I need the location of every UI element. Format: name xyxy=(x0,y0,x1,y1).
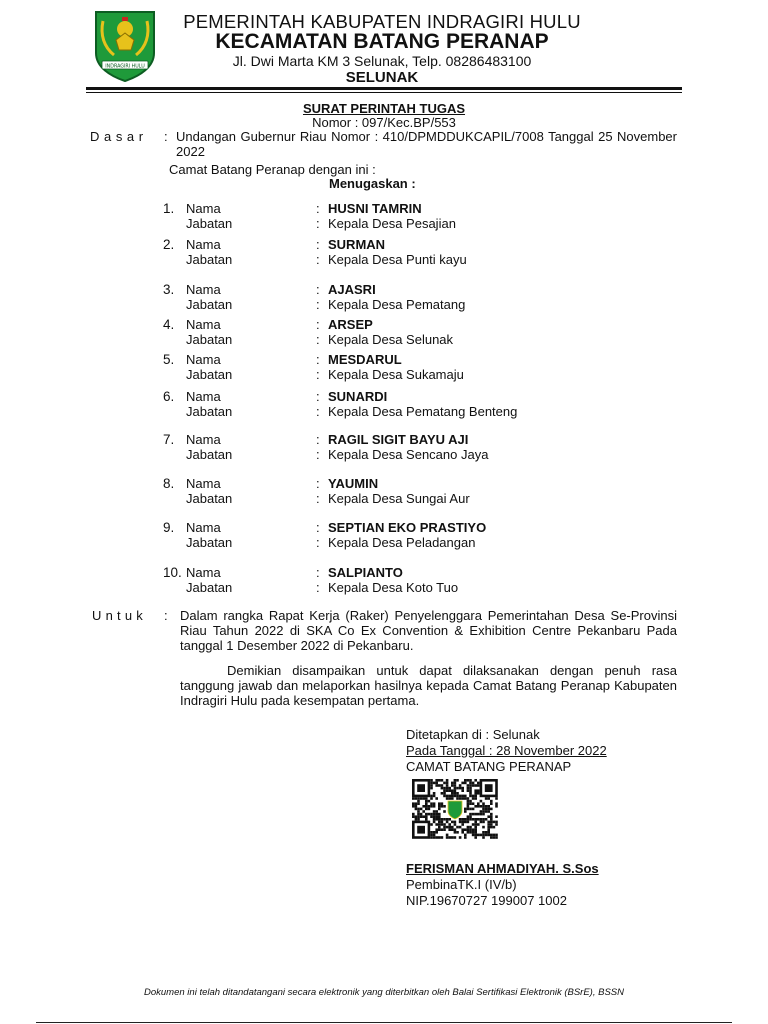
qr-code-icon xyxy=(412,779,498,841)
dasar-text: Undangan Gubernur Riau Nomor : 410/DPMDDUKCAPIL/7008 Tanggal 25 November 2022 xyxy=(176,129,677,159)
menugaskan-heading: Menugaskan : xyxy=(329,176,416,191)
assignee-nama-colon: : xyxy=(316,317,320,332)
letterhead-town: SELUNAK xyxy=(345,69,419,86)
assignee-jabatan-label: Jabatan xyxy=(186,404,233,419)
assignee-name: HUSNI TAMRIN xyxy=(328,201,422,216)
assignee-position: Kepala Desa Koto Tuo xyxy=(328,580,459,595)
assignee-jabatan-colon: : xyxy=(316,404,320,419)
assignee-nama-colon: : xyxy=(316,201,320,216)
assignee-nama-colon: : xyxy=(316,520,320,535)
assignee-jabatan-label: Jabatan xyxy=(186,367,233,382)
intro-line: Camat Batang Peranap dengan ini : xyxy=(169,162,376,177)
assignee-name: MESDARUL xyxy=(328,352,402,367)
assignee-nama-label: Nama xyxy=(186,520,221,535)
assignee-nama-colon: : xyxy=(316,237,320,252)
assignee-nama-label: Nama xyxy=(186,476,221,491)
signature-date: Pada Tanggal : 28 November 2022 xyxy=(406,743,607,758)
assignee-jabatan-label: Jabatan xyxy=(186,580,233,595)
signatory-name: FERISMAN AHMADIYAH. S.Sos xyxy=(406,861,599,876)
assignee-position: Kepala Desa Pesajian xyxy=(328,216,456,231)
signature-position: CAMAT BATANG PERANAP xyxy=(406,759,572,774)
regency-logo xyxy=(92,9,158,83)
assignee-position: Kepala Desa Punti kayu xyxy=(328,252,467,267)
letterhead-district: KECAMATAN BATANG PERANAP xyxy=(215,30,549,53)
assignee-position: Kepala Desa Selunak xyxy=(328,332,454,347)
assignee-nama-colon: : xyxy=(316,565,320,580)
letterhead-rule-thin xyxy=(86,92,682,93)
assignee-jabatan-label: Jabatan xyxy=(186,332,233,347)
assignee-position: Kepala Desa Sungai Aur xyxy=(328,491,470,506)
assignee-jabatan-colon: : xyxy=(316,216,320,231)
assignee-number: 10. xyxy=(163,565,182,580)
assignee-number: 4. xyxy=(163,317,175,332)
untuk-colon: : xyxy=(164,608,168,623)
untuk-label: Untuk xyxy=(92,608,147,623)
assignee-jabatan-label: Jabatan xyxy=(186,491,233,506)
assignee-jabatan-label: Jabatan xyxy=(186,447,233,462)
assignee-nama-label: Nama xyxy=(186,201,221,216)
assignee-name: YAUMIN xyxy=(328,476,379,491)
letterhead-government: PEMERINTAH KABUPATEN INDRAGIRI HULU xyxy=(183,11,581,32)
assignee-number: 5. xyxy=(163,352,175,367)
assignee-jabatan-colon: : xyxy=(316,447,320,462)
document-title xyxy=(86,101,682,116)
assignee-jabatan-label: Jabatan xyxy=(186,535,233,550)
assignee-nama-label: Nama xyxy=(186,237,221,252)
letterhead-address: Jl. Dwi Marta KM 3 Selunak, Telp. 08286483100 xyxy=(232,53,532,69)
assignee-name: SEPTIAN EKO PRASTIYO xyxy=(328,520,487,535)
assignee-name: SUNARDI xyxy=(328,389,388,404)
assignee-number: 6. xyxy=(163,389,175,404)
assignee-name: ARSEP xyxy=(328,317,373,332)
assignee-position: Kepala Desa Peladangan xyxy=(328,535,476,550)
assignee-nama-colon: : xyxy=(316,282,320,297)
assignee-jabatan-colon: : xyxy=(316,297,320,312)
assignee-position: Kepala Desa Pematang xyxy=(328,297,466,312)
signatory-nip: NIP.19670727 199007 1002 xyxy=(406,893,567,908)
assignee-jabatan-colon: : xyxy=(316,580,320,595)
assignee-number: 2. xyxy=(163,237,175,252)
untuk-text: Dalam rangka Rapat Kerja (Raker) Penyelenggara Pemerintahan Desa Se-Provinsi Riau Tahun 2022 di SKA Co Ex Convention & Exhibition Centre Pekanbaru Pada tanggal 1 Desember 2022 di Pekanbaru. xyxy=(180,608,677,653)
closing-paragraph: Demikian disampaikan untuk dapat dilaksanakan dengan penuh rasa tanggung jawab dan melaporkan hasilnya kepada Camat Batang Peranap Kabupaten Indragiri Hulu pada kesempatan pertama. xyxy=(180,663,677,708)
assignee-nama-colon: : xyxy=(316,352,320,367)
dasar-colon: : xyxy=(164,129,168,144)
assignee-jabatan-colon: : xyxy=(316,535,320,550)
assignee-name: AJASRI xyxy=(328,282,376,297)
document-title-text: SURAT PERINTAH TUGAS xyxy=(302,101,466,116)
assignee-position: Kepala Desa Pematang Benteng xyxy=(328,404,518,419)
assignee-name: SALPIANTO xyxy=(328,565,403,580)
assignee-nama-colon: : xyxy=(316,432,320,447)
assignee-name: RAGIL SIGIT BAYU AJI xyxy=(328,432,469,447)
assignee-nama-label: Nama xyxy=(186,317,221,332)
esign-footer-note: Dokumen ini telah ditandatangani secara elektronik yang diterbitkan oleh Balai Sertifikasi Elektronik (BSrE), BSSN xyxy=(144,987,624,998)
assignee-jabatan-label: Jabatan xyxy=(186,297,233,312)
assignee-nama-colon: : xyxy=(316,389,320,404)
assignee-nama-label: Nama xyxy=(186,565,221,580)
footer-rule xyxy=(36,1022,732,1023)
assignee-jabatan-colon: : xyxy=(316,252,320,267)
assignee-nama-colon: : xyxy=(316,476,320,491)
assignee-nama-label: Nama xyxy=(186,389,221,404)
assignee-position: Kepala Desa Sukamaju xyxy=(328,367,464,382)
assignee-number: 9. xyxy=(163,520,175,535)
signature-place: Ditetapkan di : Selunak xyxy=(406,727,540,742)
assignee-name: SURMAN xyxy=(328,237,386,252)
assignee-jabatan-label: Jabatan xyxy=(186,216,233,231)
assignee-nama-label: Nama xyxy=(186,282,221,297)
letterhead-rule-thick xyxy=(86,87,682,90)
dasar-label: Dasar xyxy=(90,129,148,144)
assignee-jabatan-label: Jabatan xyxy=(186,252,233,267)
assignee-jabatan-colon: : xyxy=(316,491,320,506)
assignee-number: 7. xyxy=(163,432,175,447)
signatory-rank: PembinaTK.I (IV/b) xyxy=(406,877,517,892)
assignee-nama-label: Nama xyxy=(186,352,221,367)
assignee-nama-label: Nama xyxy=(186,432,221,447)
logo-banner-text: INDRAGIRI HULU xyxy=(105,64,145,70)
assignee-number: 8. xyxy=(163,476,175,491)
assignee-number: 1. xyxy=(163,201,175,216)
assignee-position: Kepala Desa Sencano Jaya xyxy=(328,447,489,462)
assignee-jabatan-colon: : xyxy=(316,367,320,382)
assignee-jabatan-colon: : xyxy=(316,332,320,347)
assignee-number: 3. xyxy=(163,282,175,297)
document-number: Nomor : 097/Kec.BP/553 xyxy=(312,115,456,130)
